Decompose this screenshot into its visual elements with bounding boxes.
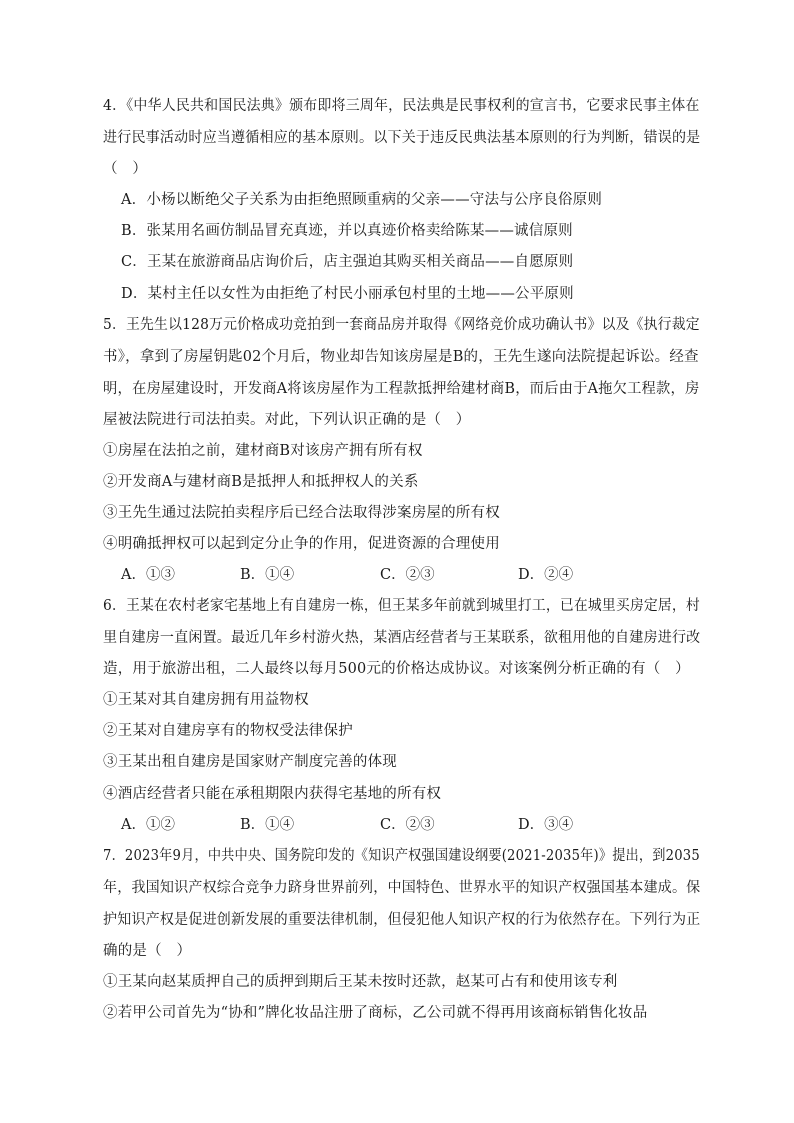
q7-stem-line-2: 年，我国知识产权综合竞争力跻身世界前列，中国特色、世界水平的知识产权强国基本建成。保 [103,880,701,896]
q5-stem-line-4: 屋被法院进行司法拍卖。对此，下列认识正确的是（ ） [103,412,471,428]
q5-choices [0,565,794,585]
q6-statement-1: ①王某对其自建房拥有用益物权 [103,692,309,708]
q4-option-c: C．王某在旅游商品店询价后，店主强迫其购买相关商品——自愿原则 [121,254,574,270]
q5-statement-4: ④明确抵押权可以起到定分止争的作用，促进资源的合理使用 [103,536,500,552]
q5-stem-line-3: 明，在房屋建设时，开发商A将该房屋作为工程款抵押给建材商B，而后由于A拖欠工程款，房 [103,381,700,397]
q5-stem-line-2: 书》，拿到了房屋钥匙02个月后，物业却告知该房屋是B的，王先生遂向法院提起诉讼。经查 [103,349,699,365]
q6-statement-4: ④酒店经营者只能在承租期限内获得宅基地的所有权 [103,786,442,802]
q7-stem-line-4: 确的是（ ） [103,943,192,959]
q6-choices [0,815,794,835]
q6-choice-a: A．①② [121,817,175,833]
q4-option-b: B．张某用名画仿制品冒充真迹，并以真迹价格卖给陈某——诚信原则 [121,223,573,239]
q5-statement-2: ②开发商A与建材商B是抵押人和抵押权人的关系 [103,474,419,490]
q6-stem-line-3: 造，用于旅游出租，二人最终以每月500元的价格达成协议。对该案例分析正确的有（ ） [103,661,690,677]
q5-stem-line-1: 5．王先生以128万元价格成功竞拍到一套商品房并取得《网络竞价成功确认书》以及《执行裁定 [103,317,700,333]
q5-statement-3: ③王先生通过法院拍卖程序后已经合法取得涉案房屋的所有权 [103,505,500,521]
q6-choice-c: C．②③ [380,817,435,833]
q6-statement-3: ③王某出租自建房是国家财产制度完善的体现 [103,754,397,770]
q5-choice-a: A．①③ [121,567,175,583]
q4-stem-line-1: 4．《中华人民共和国民法典》颁布即将三周年，民法典是民事权利的宣言书，它要求民事主体在 [103,98,700,114]
q4-option-a: A．小杨以断绝父子关系为由拒绝照顾重病的父亲——守法与公序良俗原则 [121,192,603,208]
q7-statement-1: ①王某向赵某质押自己的质押到期后王某未按时还款，赵某可占有和使用该专利 [103,974,618,990]
q6-statement-2: ②王某对自建房享有的物权受法律保护 [103,723,353,739]
q6-choice-d: D．③④ [518,817,574,833]
q6-choice-b: B．①④ [240,817,295,833]
q5-choice-c: C．②③ [380,567,435,583]
q4-stem-line-3: （ ） [103,161,148,177]
q6-stem-line-1: 6．王某在农村老家宅基地上有自建房一栋，但王某多年前就到城里打工，已在城里买房定居，村 [103,598,700,614]
q4-stem-line-2: 进行民事活动时应当遵循相应的基本原则。以下关于违反民典法基本原则的行为判断，错误的是 [103,130,701,146]
q5-choice-b: B．①④ [240,567,295,583]
q7-stem-line-3: 护知识产权是促进创新发展的重要法律机制，但侵犯他人知识产权的行为依然存在。下列行为正 [103,912,701,928]
q7-statement-2: ②若甲公司首先为“协和”牌化妆品注册了商标，乙公司就不得再用该商标销售化妆品 [103,1005,648,1021]
q6-stem-line-2: 里自建房一直闲置。最近几年乡村游火热，某酒店经营者与王某联系，欲租用他的自建房进行改 [103,630,701,646]
q5-statement-1: ①房屋在法拍之前，建材商B对该房产拥有所有权 [103,443,423,459]
q4-option-d: D．某村主任以女性为由拒绝了村民小丽承包村里的土地——公平原则 [121,286,574,302]
q7-stem-line-1: 7．2023年9月，中共中央、国务院印发的《知识产权强国建设纲要(2021-2035年)》提出，到2035 [103,848,700,864]
q5-choice-d: D．②④ [518,567,574,583]
